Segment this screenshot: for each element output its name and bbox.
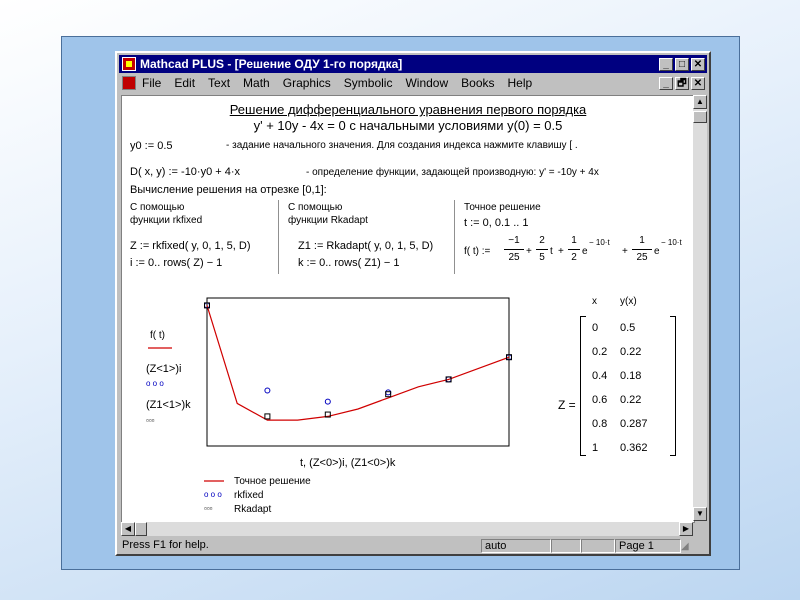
menu-bar [119, 74, 707, 92]
scroll-down-button[interactable]: ▼ [693, 507, 707, 521]
mathcad-app-icon[interactable] [122, 57, 136, 71]
plot-area [207, 298, 509, 446]
d-function-comment: - определение функции, задающей производную: y' = -10y + 4x [306, 167, 599, 178]
legend-exact-label: Точное решение [234, 476, 311, 487]
document-icon[interactable] [122, 76, 136, 90]
status-help: Press F1 for help. [122, 539, 209, 551]
maximize-button[interactable]: □ [675, 58, 689, 71]
matrix-cell-x: 0.4 [592, 370, 608, 382]
menu-math[interactable]: Math [243, 76, 270, 90]
legend-rkfixed-swatch: o o o [204, 490, 222, 499]
exact-title: Точное решение [464, 202, 541, 213]
xlabel: t, (Z<0>)i, (Z1<0>)k [300, 457, 396, 469]
matrix-left-bracket [580, 316, 586, 456]
scroll-up-button[interactable]: ▲ [693, 95, 707, 109]
window-title: Mathcad PLUS - [Решение ОДУ 1-го порядка] [140, 57, 403, 71]
matrix-cell-x: 0.8 [592, 418, 608, 430]
frac4-den: 25 [636, 252, 648, 263]
legend-rkadapt-swatch: ▫▫▫ [204, 504, 213, 513]
matrix-cell-y: 0.18 [620, 370, 642, 382]
menu-window[interactable]: Window [405, 76, 449, 90]
matrix-cell-y: 0.22 [620, 394, 642, 406]
matrix-label: Z = [558, 398, 576, 412]
legend-rkadapt-label: Rkadapt [234, 504, 272, 515]
menu-graphics[interactable]: Graphics [282, 76, 331, 90]
exact-solution-formula[interactable]: f( t) := −1 25 + 2 5 t + 1 2 e − 10·t + 1 25 e − 10·t [464, 235, 682, 263]
legend-rkfixed-label: rkfixed [234, 490, 264, 501]
rkadapt-title-1: С помощью [288, 202, 343, 213]
formula-e2: e [654, 246, 660, 257]
rkfixed-title-2: функции rkfixed [130, 215, 203, 226]
menu-edit[interactable]: Edit [174, 76, 196, 90]
scroll-left-button[interactable]: ◀ [121, 522, 135, 536]
column-divider-2 [454, 200, 455, 274]
matrix-cell-y: 0.362 [620, 442, 648, 454]
column-divider-1 [278, 200, 279, 274]
interval-text: Вычисление решения на отрезке [0,1]: [130, 184, 327, 196]
matrix-cell-x: 0.2 [592, 346, 608, 358]
ode-equation: y' + 10y - 4x = 0 с начальными условиями y(0) = 0.5 [253, 118, 563, 133]
status-mode: auto [481, 539, 551, 553]
frac3-den: 2 [571, 252, 577, 263]
scroll-thumb[interactable] [693, 111, 707, 123]
ylabel-z: (Z<1>)i [146, 363, 182, 375]
menu-text[interactable]: Text [208, 76, 231, 90]
solution-graph[interactable] [122, 276, 542, 516]
vertical-scrollbar[interactable] [693, 95, 707, 521]
worksheet-heading: Решение дифференциального уравнения первого порядка [229, 102, 587, 117]
matrix-cell-x: 0.6 [592, 394, 608, 406]
y0-comment: - задание начального значения. Для создания индекса нажмите клавишу [ . [226, 140, 578, 151]
frac1-num: −1 [508, 235, 520, 246]
matrix-cell-y: 0.5 [620, 322, 636, 334]
minimize-button[interactable]: _ [659, 58, 673, 71]
frac3-num: 1 [571, 235, 577, 246]
doc-minimize-button[interactable]: _ [659, 77, 673, 90]
status-empty-2 [581, 539, 615, 553]
matrix-cell-y: 0.287 [620, 418, 648, 430]
status-page: Page 1 [615, 539, 681, 553]
hscroll-thumb[interactable] [135, 522, 147, 536]
scroll-right-button[interactable]: ▶ [679, 522, 693, 536]
horizontal-scrollbar[interactable] [121, 522, 693, 536]
status-empty-1 [551, 539, 581, 553]
menu-symbolic[interactable]: Symbolic [343, 76, 393, 90]
frac1-den: 25 [508, 252, 520, 263]
rkfixed-title-1: С помощью [130, 202, 185, 213]
formula-exp2: − 10·t [661, 238, 682, 247]
status-bar [119, 538, 707, 554]
rkadapt-title-2: функции Rkadapt [288, 215, 368, 226]
y0-definition[interactable]: y0 := 0.5 [130, 140, 173, 152]
title-bar [119, 55, 707, 73]
result-matrix[interactable] [554, 292, 694, 522]
matrix-cell-x: 1 [592, 442, 599, 454]
t-range[interactable]: t := 0, 0.1 .. 1 [464, 217, 529, 229]
matrix-header-y: y(x) [620, 296, 637, 307]
rkfixed-call[interactable]: Z := rkfixed( y, 0, 1, 5, D) [130, 240, 251, 252]
formula-exp1: − 10·t [589, 238, 610, 247]
doc-restore-button[interactable]: 🗗 [675, 77, 689, 90]
d-function-definition[interactable]: D( x, y) := -10·y0 + 4·x [130, 166, 241, 178]
frac2-den: 5 [539, 252, 545, 263]
rkadapt-call[interactable]: Z1 := Rkadapt( y, 0, 1, 5, D) [298, 240, 434, 252]
menu-file[interactable]: File [142, 76, 162, 90]
ylabel-f: f( t) [150, 330, 165, 341]
menu-books[interactable]: Books [461, 76, 495, 90]
matrix-cell-y: 0.22 [620, 346, 642, 358]
formula-e1: e [582, 246, 588, 257]
i-range[interactable]: i := 0.. rows( Z) − 1 [130, 257, 223, 269]
doc-close-button[interactable]: ✕ [691, 77, 705, 90]
formula-lhs: f( t) := [464, 246, 491, 257]
matrix-right-bracket [670, 316, 676, 456]
frac2-num: 2 [539, 235, 545, 246]
close-button[interactable]: ✕ [691, 58, 705, 71]
frac4-num: 1 [639, 235, 645, 246]
k-range[interactable]: k := 0.. rows( Z1) − 1 [298, 257, 400, 269]
menu-help[interactable]: Help [507, 76, 533, 90]
ylabel-z1: (Z1<1>)k [146, 399, 191, 411]
ylabel-z-marker-sample: o o o [146, 379, 164, 388]
worksheet[interactable] [121, 95, 695, 523]
matrix-cell-x: 0 [592, 322, 599, 334]
resize-grip-icon[interactable]: ◢ [681, 540, 689, 552]
matrix-header-x: x [592, 296, 597, 307]
mathcad-window [115, 51, 711, 556]
formula-t: t [550, 246, 553, 257]
ylabel-z1-marker-sample: ▫▫▫ [146, 416, 155, 425]
